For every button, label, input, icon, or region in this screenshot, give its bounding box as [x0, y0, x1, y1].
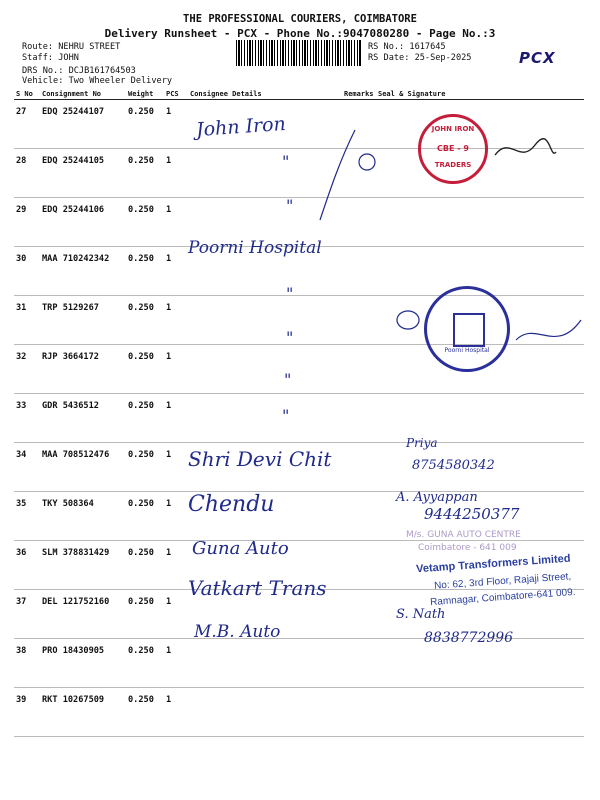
col-seal: Seal & Signature: [376, 88, 584, 100]
stamp-top-text: JOHN IRON: [431, 125, 475, 133]
row-consignment-no: EDQ 25244106: [40, 198, 126, 247]
row-sno: 38: [14, 639, 40, 688]
company-title: THE PROFESSIONAL COURIERS, COIMBATORE: [183, 13, 417, 25]
route-label: Route: NEHRU STREET: [22, 42, 121, 52]
col-consignment: Consignment No: [40, 88, 126, 100]
stamp-bottom-text: TRADERS: [434, 161, 472, 169]
stamp-emblem: [453, 313, 485, 347]
col-remarks: Remarks: [342, 88, 376, 100]
handwritten-phone: 8754580342: [412, 458, 495, 473]
row-remarks: [342, 688, 376, 737]
col-weight: Weight: [126, 88, 164, 100]
row-consignment-no: RKT 10267509: [40, 688, 126, 737]
row-remarks: [342, 296, 376, 345]
handwritten-ditto: ": [282, 152, 290, 171]
row-pcs: 1: [164, 198, 188, 247]
row-sno: 34: [14, 443, 40, 492]
rs-date: RS Date: 25-Sep-2025: [368, 53, 472, 63]
table-row: [14, 394, 584, 443]
row-pcs: 1: [164, 296, 188, 345]
row-consignment-no: MAA 710242342: [40, 247, 126, 296]
drs-label: DRS No.: DCJB161764503: [22, 66, 136, 76]
row-remarks: [342, 345, 376, 394]
handwritten-ditto: ": [282, 406, 290, 425]
row-remarks: [342, 541, 376, 590]
row-sno: 33: [14, 394, 40, 443]
row-consignment-no: EDQ 25244105: [40, 149, 126, 198]
handwritten-consignee: Shri Devi Chit: [188, 447, 332, 471]
row-pcs: 1: [164, 541, 188, 590]
row-sno: 39: [14, 688, 40, 737]
vehicle-label: Vehicle: Two Wheeler Delivery: [22, 76, 173, 86]
row-pcs: 1: [164, 590, 188, 639]
row-sno: 36: [14, 541, 40, 590]
row-weight: 0.250: [126, 688, 164, 737]
handwritten-consignee: John Iron: [195, 112, 287, 142]
row-consignment-no: EDQ 25244107: [40, 100, 126, 149]
row-pcs: 1: [164, 394, 188, 443]
row-sno: 29: [14, 198, 40, 247]
signature-scribble: [490, 130, 560, 170]
row-sno: 30: [14, 247, 40, 296]
row-sno: 31: [14, 296, 40, 345]
handwritten-ditto: ": [286, 284, 294, 303]
barcode: [236, 40, 362, 66]
rs-number: RS No.: 1617645: [368, 42, 446, 52]
handwritten-name: Priya: [406, 436, 438, 450]
row-weight: 0.250: [126, 345, 164, 394]
table-row: [14, 688, 584, 737]
handwritten-name: S. Nath: [396, 607, 446, 622]
row-consignment-no: DEL 121752160: [40, 590, 126, 639]
row-consignee: [188, 688, 342, 737]
company-stamp-line1: Vetamp Transformers Limited: [415, 552, 571, 576]
row-consignment-no: GDR 5436512: [40, 394, 126, 443]
row-remarks: [342, 590, 376, 639]
row-consignment-no: TKY 508364: [40, 492, 126, 541]
row-consignee: [188, 394, 342, 443]
row-weight: 0.250: [126, 149, 164, 198]
row-weight: 0.250: [126, 100, 164, 149]
col-consignee: Consignee Details: [188, 88, 342, 100]
staff-label: Staff: JOHN: [22, 53, 79, 63]
purple-stamp-line: M/s. GUNA AUTO CENTRE: [406, 530, 521, 540]
handwritten-consignee: Guna Auto: [192, 538, 289, 559]
handwritten-name: A. Ayyappan: [396, 490, 478, 505]
row-remarks: [342, 247, 376, 296]
handwritten-consignee: Poorni Hospital: [188, 238, 322, 258]
row-remarks: [342, 492, 376, 541]
row-consignment-no: RJP 3664172: [40, 345, 126, 394]
row-pcs: 1: [164, 149, 188, 198]
signature-scribble: [300, 120, 380, 230]
row-weight: 0.250: [126, 541, 164, 590]
col-sno: S No: [14, 88, 40, 100]
row-sno: 35: [14, 492, 40, 541]
stamp-mid-text: CBE - 9: [437, 144, 469, 153]
row-remarks: [342, 394, 376, 443]
row-sno: 27: [14, 100, 40, 149]
row-pcs: 1: [164, 639, 188, 688]
stamp-text: Poorni Hospital: [444, 347, 490, 354]
row-weight: 0.250: [126, 443, 164, 492]
row-weight: 0.250: [126, 247, 164, 296]
company-stamp-line2: No: 62, 3rd Floor, Rajaji Street,: [433, 571, 572, 592]
row-consignee: [188, 296, 342, 345]
handwritten-consignee: M.B. Auto: [194, 622, 281, 642]
row-consignment-no: SLM 378831429: [40, 541, 126, 590]
row-weight: 0.250: [126, 492, 164, 541]
handwritten-ditto: ": [284, 370, 292, 389]
handwritten-phone: 8838772996: [424, 630, 514, 646]
row-pcs: 1: [164, 688, 188, 737]
handwritten-ditto: ": [286, 196, 294, 215]
row-consignment-no: TRP 5129267: [40, 296, 126, 345]
row-pcs: 1: [164, 100, 188, 149]
row-pcs: 1: [164, 345, 188, 394]
handwritten-consignee: Chendu: [188, 492, 275, 517]
runsheet-title: Delivery Runsheet - PCX - Phone No.:9047080280 - Page No.:3: [104, 27, 496, 40]
handwritten-phone: 9444250377: [424, 505, 520, 523]
row-consignee: [188, 345, 342, 394]
col-pcs: PCS: [164, 88, 188, 100]
row-weight: 0.250: [126, 394, 164, 443]
row-sno: 28: [14, 149, 40, 198]
row-seal: [376, 688, 584, 737]
row-remarks: [342, 639, 376, 688]
purple-stamp-city: Coimbatore - 641 009: [418, 543, 517, 553]
blue-round-stamp: [424, 286, 510, 372]
red-round-stamp: [418, 114, 488, 184]
handwritten-ditto: ": [286, 328, 294, 347]
row-consignment-no: PRO 18430905: [40, 639, 126, 688]
row-sno: 32: [14, 345, 40, 394]
table-header-row: [14, 88, 584, 100]
handwritten-consignee: Vatkart Trans: [188, 576, 327, 600]
row-consignee: [188, 639, 342, 688]
row-pcs: 1: [164, 443, 188, 492]
row-weight: 0.250: [126, 639, 164, 688]
row-pcs: 1: [164, 247, 188, 296]
row-weight: 0.250: [126, 198, 164, 247]
row-consignment-no: MAA 708512476: [40, 443, 126, 492]
pcx-stamp: PCX: [519, 49, 556, 67]
row-remarks: [342, 443, 376, 492]
company-stamp-line3: Ramnagar, Coimbatore-641 009.: [429, 586, 576, 609]
row-weight: 0.250: [126, 296, 164, 345]
row-pcs: 1: [164, 492, 188, 541]
row-weight: 0.250: [126, 590, 164, 639]
row-seal: [376, 198, 584, 247]
row-sno: 37: [14, 590, 40, 639]
